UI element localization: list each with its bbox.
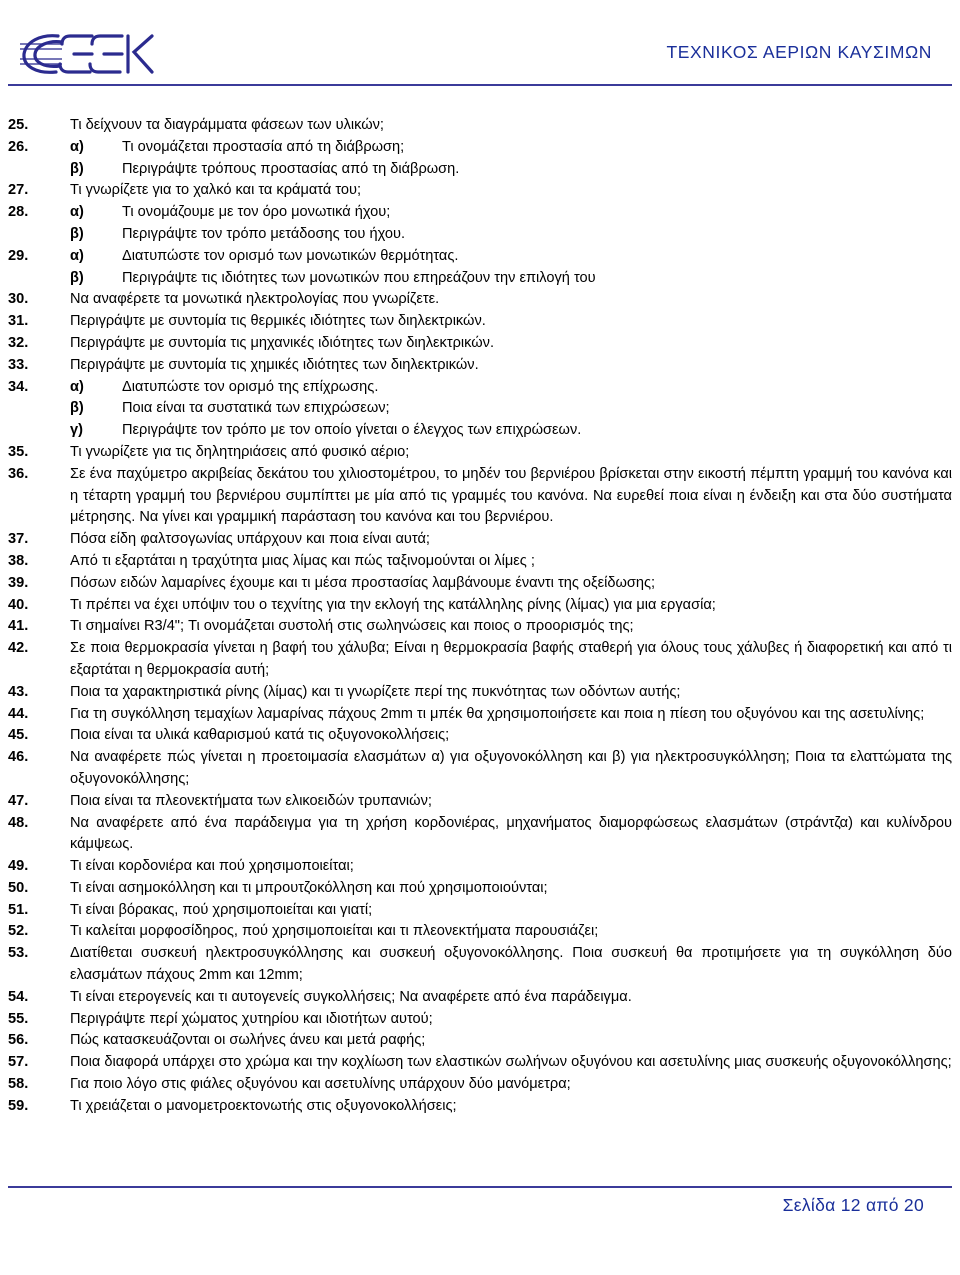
- question-body: [70, 1009, 952, 1031]
- sub-question-label: α): [70, 378, 84, 395]
- question-item: [8, 878, 952, 900]
- question-item: [8, 137, 952, 181]
- question-body: [70, 704, 952, 726]
- sub-question-text: Διατυπώστε τον ορισμό της επίχρωσης.: [122, 378, 379, 395]
- question-number: 58.: [8, 1076, 29, 1093]
- question-number: 48.: [8, 814, 29, 831]
- question-body: [70, 1074, 952, 1096]
- question-text: Ποια είναι τα υλικά καθαρισμού κατά τις οξυγονοκολλήσεις;: [70, 727, 450, 744]
- question-text: Τι σημαίνει R3/4"; Τι ονομάζεται συστολή στις σωληνώσεις και ποιος ο προορισμός της;: [70, 618, 634, 635]
- question-body: [70, 464, 952, 529]
- question-number: 49.: [8, 858, 29, 875]
- question-item: [8, 682, 952, 704]
- question-body: [70, 529, 952, 551]
- question-text: Από τι εξαρτάται η τραχύτητα μιας λίμας και πώς ταξινομούνται οι λίμες ;: [70, 552, 535, 569]
- question-body: [70, 682, 952, 704]
- question-body: [70, 595, 952, 617]
- question-number: 32.: [8, 334, 29, 351]
- question-item: [8, 943, 952, 987]
- sub-question-text: Τι ονομάζουμε με τον όρο μονωτικά ήχου;: [122, 204, 391, 221]
- question-item: [8, 573, 952, 595]
- sub-question: [70, 268, 952, 290]
- question-item: [8, 180, 952, 202]
- page-footer: [8, 1186, 952, 1230]
- question-number: 56.: [8, 1032, 29, 1049]
- question-item: [8, 551, 952, 573]
- question-number: 57.: [8, 1054, 29, 1071]
- question-body: [70, 115, 952, 137]
- question-number: 45.: [8, 727, 29, 744]
- question-item: [8, 921, 952, 943]
- question-body: [70, 573, 952, 595]
- question-number: 29.: [8, 247, 29, 264]
- sub-question: [70, 202, 952, 224]
- question-body: [70, 1052, 952, 1074]
- sub-question-text: Τι ονομάζεται προστασία από τη διάβρωση;: [122, 138, 405, 155]
- question-item: [8, 355, 952, 377]
- question-number: 52.: [8, 923, 29, 940]
- question-item: [8, 311, 952, 333]
- question-item: [8, 1030, 952, 1052]
- question-item: [8, 377, 952, 442]
- question-text: Τι είναι κορδονιέρα και πού χρησιμοποιείται;: [70, 858, 354, 875]
- question-body: [70, 311, 952, 333]
- question-item: [8, 1009, 952, 1031]
- question-item: [8, 289, 952, 311]
- sub-question-text: Περιγράψτε τρόπους προστασίας από τη διάβρωση.: [122, 160, 460, 177]
- question-text: Τι γνωρίζετε για το χαλκό και τα κράματά του;: [70, 182, 362, 199]
- question-body: [70, 987, 952, 1009]
- question-body: [70, 551, 952, 573]
- question-number: 31.: [8, 313, 29, 330]
- question-body: [70, 943, 952, 987]
- page-number: Σελίδα 12 από 20: [782, 1195, 924, 1215]
- question-item: [8, 529, 952, 551]
- question-body: [70, 1030, 952, 1052]
- question-text: Περιγράψτε περί χώματος χυτηρίου και ιδιοτήτων αυτού;: [70, 1010, 433, 1027]
- sub-question: [70, 137, 952, 159]
- question-number: 55.: [8, 1010, 29, 1027]
- question-text: Διατίθεται συσκευή ηλεκτροσυγκόλλησης και συσκευή οξυγονοκόλλησης. Ποια συσκευή θα προτιμήσετε για τη συγκόλληση δύο ελασμάτων πάχους 2mm και 12mm;: [70, 945, 952, 984]
- question-item: [8, 1096, 952, 1118]
- question-number: 26.: [8, 138, 29, 155]
- question-text: Τι είναι ασημοκόλληση και τι μπρουτζοκόλληση και πού χρησιμοποιούνται;: [70, 879, 548, 896]
- sub-question: [70, 420, 952, 442]
- question-item: [8, 115, 952, 137]
- sub-question: [70, 159, 952, 181]
- question-item: [8, 725, 952, 747]
- question-body: [70, 813, 952, 857]
- sub-question-text: Περιγράψτε τον τρόπο μετάδοσης του ήχου.: [122, 225, 405, 242]
- question-item: [8, 813, 952, 857]
- question-body: [70, 355, 952, 377]
- sub-question-label: β): [70, 160, 84, 177]
- question-number: 37.: [8, 531, 29, 548]
- question-number: 40.: [8, 596, 29, 613]
- ceek-logo: [18, 28, 158, 80]
- question-item: [8, 202, 952, 246]
- question-number: 44.: [8, 705, 29, 722]
- question-item: [8, 987, 952, 1009]
- question-text: Τι είναι ετερογενείς και τι αυτογενείς συγκολλήσεις; Να αναφέρετε από ένα παράδειγμα.: [70, 988, 632, 1005]
- question-item: [8, 747, 952, 791]
- question-item: [8, 595, 952, 617]
- question-text: Ποια είναι τα πλεονεκτήματα των ελικοειδών τρυπανιών;: [70, 792, 432, 809]
- question-text: Για τη συγκόλληση τεμαχίων λαμαρίνας πάχους 2mm τι μπέκ θα χρησιμοποιήσετε και ποια η πίεση του οξυγόνου και της ασετυλίνης;: [70, 705, 925, 722]
- question-number: 25.: [8, 117, 29, 133]
- sub-question: [70, 224, 952, 246]
- question-item: [8, 1074, 952, 1096]
- question-number: 53.: [8, 945, 29, 962]
- question-item: [8, 442, 952, 464]
- question-text: Ποια διαφορά υπάρχει στο χρώμα και την κοχλίωση των ελαστικών σωλήνων οξυγόνου και ασετυλίνης μιας συσκευής οξυγονοκόλλησης;: [70, 1054, 952, 1071]
- document-title: ΤΕΧΝΙΚΟΣ ΑΕΡΙΩΝ ΚΑΥΣΙΜΩΝ: [666, 42, 932, 62]
- question-text: Να αναφέρετε τα μονωτικά ηλεκτρολογίας που γνωρίζετε.: [70, 291, 440, 308]
- sub-question: [70, 398, 952, 420]
- question-number: 43.: [8, 683, 29, 700]
- question-number: 54.: [8, 988, 29, 1005]
- question-text: Πόσα είδη φαλτσογωνίας υπάρχουν και ποια είναι αυτά;: [70, 531, 430, 548]
- sub-question-text: Περιγράψτε τις ιδιότητες των μονωτικών που επηρεάζουν την επιλογή του: [122, 269, 596, 286]
- question-body: [70, 856, 952, 878]
- question-text: Περιγράψτε με συντομία τις μηχανικές ιδιότητες των διηλεκτρικών.: [70, 334, 494, 351]
- question-text: Περιγράψτε με συντομία τις χημικές ιδιότητες των διηλεκτρικών.: [70, 356, 479, 373]
- question-number: 42.: [8, 640, 29, 657]
- question-body: [70, 725, 952, 747]
- sub-question-label: α): [70, 204, 84, 221]
- question-body: [70, 1096, 952, 1118]
- question-item: [8, 333, 952, 355]
- question-body: [70, 202, 952, 246]
- question-number: 50.: [8, 879, 29, 896]
- question-number: 30.: [8, 291, 29, 308]
- question-text: Τι δείχνουν τα διαγράμματα φάσεων των υλικών;: [70, 117, 384, 133]
- question-text: Σε ποια θερμοκρασία γίνεται η βαφή του χάλυβα; Είναι η θερμοκρασία βαφής σταθερή για όλους τους χάλυβες ή διαφορετική και από τι εξαρτάται η θερμοκρασία αυτή;: [70, 640, 952, 678]
- question-number: 38.: [8, 552, 29, 569]
- ceek-logo-graphic: [18, 28, 158, 80]
- question-number: 27.: [8, 182, 29, 199]
- question-body: [70, 377, 952, 442]
- sub-question-label: β): [70, 269, 84, 286]
- question-number: 51.: [8, 901, 29, 918]
- question-text: Τι γνωρίζετε για τις δηλητηριάσεις από φυσικό αέριο;: [70, 443, 410, 460]
- sub-question-label: α): [70, 247, 84, 264]
- sub-question: [70, 377, 952, 399]
- question-item: [8, 791, 952, 813]
- question-text: Περιγράψτε με συντομία τις θερμικές ιδιότητες των διηλεκτρικών.: [70, 313, 486, 330]
- question-item: [8, 464, 952, 529]
- sub-question-text: Διατυπώστε τον ορισμό των μονωτικών θερμότητας.: [122, 247, 459, 264]
- question-text: Τι χρειάζεται ο μανομετροεκτονωτής στις οξυγονοκολλήσεις;: [70, 1097, 457, 1114]
- question-number: 47.: [8, 792, 29, 809]
- question-body: [70, 878, 952, 900]
- sub-question-text: Περιγράψτε τον τρόπο με τον οποίο γίνεται ο έλεγχος των επιχρώσεων.: [122, 422, 582, 439]
- question-text: Πώς κατασκευάζονται οι σωλήνες άνευ και μετά ραφής;: [70, 1032, 426, 1049]
- question-body: [70, 900, 952, 922]
- sub-question-label: γ): [70, 422, 83, 439]
- question-list: [8, 115, 952, 1118]
- header-divider: [8, 84, 952, 86]
- question-body: [70, 616, 952, 638]
- question-number: 59.: [8, 1097, 29, 1114]
- question-text: Τι καλείται μορφοσίδηρος, πού χρησιμοποιείται και τι πλεονεκτήματα παρουσιάζει;: [70, 923, 599, 940]
- sub-question: [70, 246, 952, 268]
- question-item: [8, 246, 952, 290]
- question-body: [70, 137, 952, 181]
- question-text: Να αναφέρετε από ένα παράδειγμα για τη χρήση κορδονιέρας, μηχανήματος διαμορφώσεως ελασμάτων (στράντζα) και κυλίνδρου κάμψεως.: [70, 814, 952, 853]
- question-text: Τι πρέπει να έχει υπόψιν του ο τεχνίτης για την εκλογή της κατάλληλης ρίνης (λίμας) για μια εργασία;: [70, 596, 716, 613]
- question-body: [70, 747, 952, 791]
- question-body: [70, 921, 952, 943]
- question-number: 36.: [8, 465, 29, 482]
- sub-question-label: β): [70, 400, 84, 417]
- question-number: 39.: [8, 574, 29, 591]
- question-item: [8, 900, 952, 922]
- question-item: [8, 856, 952, 878]
- question-item: [8, 704, 952, 726]
- question-body: [70, 180, 952, 202]
- question-text: Ποια τα χαρακτηριστικά ρίνης (λίμας) και τι γνωρίζετε περί της πυκνότητας των οδόντων αυτής;: [70, 683, 681, 700]
- question-body: [70, 791, 952, 813]
- question-item: [8, 638, 952, 682]
- question-text: Τι είναι βόρακας, πού χρησιμοποιείται και γιατί;: [70, 901, 373, 918]
- question-body: [70, 333, 952, 355]
- question-number: 33.: [8, 356, 29, 373]
- question-item: [8, 1052, 952, 1074]
- question-text: Πόσων ειδών λαμαρίνες έχουμε και τι μέσα προστασίας λαμβάνουμε έναντι της οξείδωσης;: [70, 574, 656, 591]
- question-body: [70, 442, 952, 464]
- question-item: [8, 616, 952, 638]
- sub-question-label: β): [70, 225, 84, 242]
- question-number: 41.: [8, 618, 29, 635]
- sub-question-label: α): [70, 138, 84, 155]
- question-number: 28.: [8, 204, 29, 221]
- question-body: [70, 289, 952, 311]
- question-number: 35.: [8, 443, 29, 460]
- sub-question-text: Ποια είναι τα συστατικά των επιχρώσεων;: [122, 400, 390, 417]
- question-text: Για ποιο λόγο στις φιάλες οξυγόνου και ασετυλίνης υπάρχουν δύο μανόμετρα;: [70, 1076, 571, 1093]
- question-number: 46.: [8, 749, 29, 766]
- page-header: [0, 0, 960, 105]
- question-body: [70, 638, 952, 682]
- question-number: 34.: [8, 378, 29, 395]
- question-text: Να αναφέρετε πώς γίνεται η προετοιμασία ελασμάτων α) για οξυγονοκόλληση και β) για ηλεκτροσυγκόλληση; Ποια τα ελαττώματα της οξυγονοκόλλησης;: [70, 749, 952, 787]
- question-text: Σε ένα παχύμετρο ακριβείας δεκάτου του χιλιοστομέτρου, το μηδέν του βερνιέρου βρίσκεται στην εικοστή πέμπτη γραμμή του κανόνα και η τέταρτη γραμμή του βερνιέρου συμπίπτει με μία από τις γραμμές του κανόνα. Να ευρεθεί ποια είναι η ένδειξη και στα δύο συστήματα μέτρησης. Να γίνει και γραμμική παράσταση του κανόνα και του βερνιέρου.: [70, 465, 952, 526]
- question-body: [70, 246, 952, 290]
